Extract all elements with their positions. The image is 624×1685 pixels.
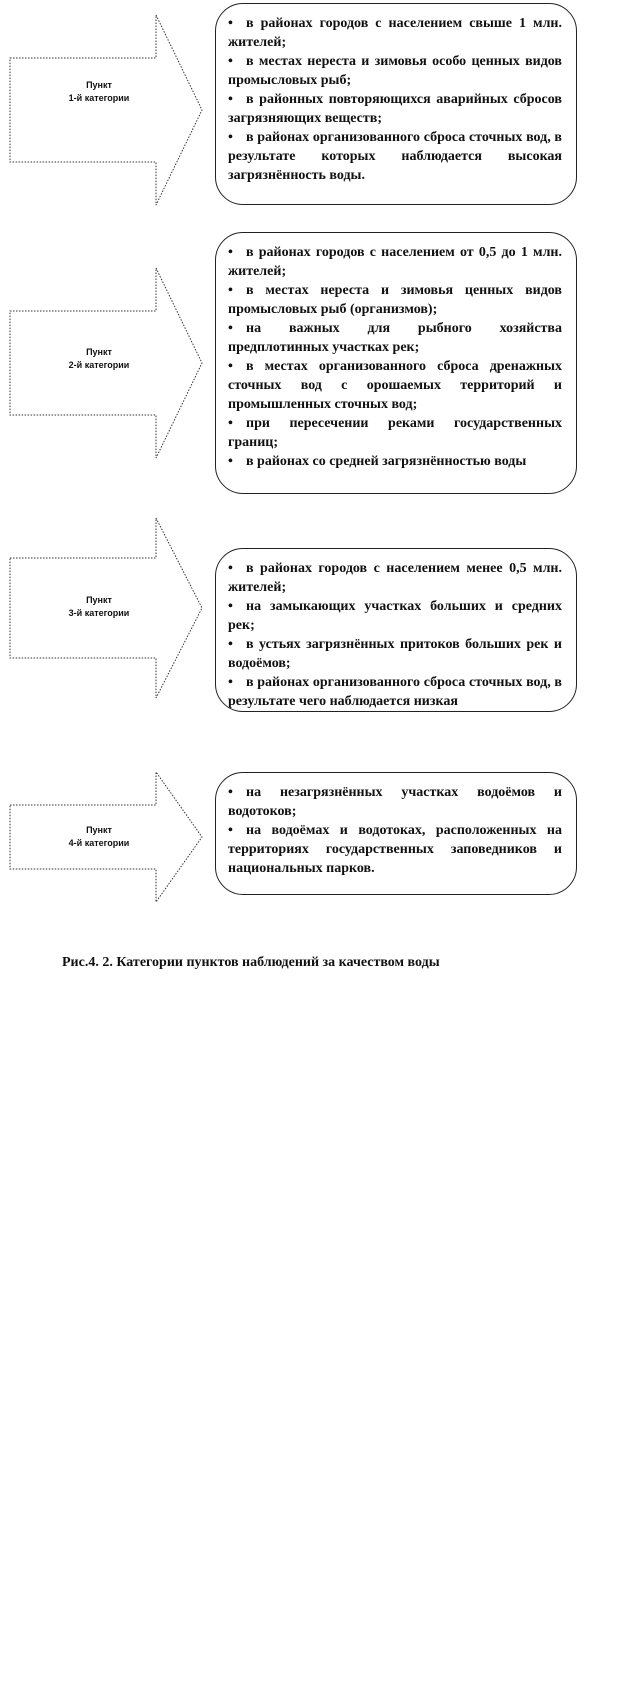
category-2-arrow [10, 268, 202, 458]
category-3-label: Пункт 3-й категории [68, 595, 130, 618]
category-4-arrow [10, 772, 202, 902]
category-2-label: Пункт 2-й категории [68, 347, 130, 370]
criteria-item: • в районных повторяющихся аварийных сбросов загрязняющих веществ; [228, 92, 562, 126]
arrow-shape [10, 15, 202, 205]
category-4-label: Пункт 4-й категории [68, 825, 130, 848]
criteria-item: • в местах организованного сброса дренажных сточных вод с орошаемых территорий и промышленных сточных вод; [228, 359, 562, 412]
criteria-item: • на незагрязнённых участках водоёмов и водотоков; [228, 785, 562, 819]
criteria-item: • в районах со средней загрязнённостью воды [228, 454, 527, 469]
criteria-item: • в районах городов с населением от 0,5 до 1 млн. жителей; [228, 245, 562, 279]
category-4-criteria-box [215, 772, 577, 895]
category-2-criteria-box [215, 232, 577, 494]
criteria-item: • в местах нереста и зимовья ценных видов промысловых рыб (организмов); [228, 283, 562, 317]
criteria-item: • на водоёмах и водотоках, расположенных на территориях государственных заповедников и национальных парков. [228, 823, 562, 876]
criteria-item: • на замыкающих участках больших и средних рек; [228, 599, 562, 633]
category-1-criteria-box [215, 3, 577, 205]
criteria-item: • в районах городов с населением менее 0,5 млн. жителей; [228, 561, 562, 595]
category-1-label: Пункт 1-й категории [68, 80, 130, 103]
figure-caption: Рис.4. 2. Категории пунктов наблюдений за качеством воды [62, 955, 440, 970]
criteria-item: • в районах организованного сброса сточных вод, в результате чего наблюдается низкая [228, 675, 562, 709]
category-3-arrow [10, 518, 202, 698]
criteria-item: • в устьях загрязнённых притоков больших рек и водоёмов; [228, 637, 562, 671]
criteria-item: • в местах нереста и зимовья особо ценных видов промысловых рыб; [228, 54, 562, 88]
criteria-item: • в районах организованного сброса сточных вод, в результате которых наблюдается высокая загрязнённость воды. [228, 130, 562, 183]
criteria-item: • при пересечении реками государственных границ; [228, 416, 562, 450]
criteria-item: • на важных для рыбного хозяйства предплотинных участках рек; [228, 321, 562, 355]
criteria-item: • в районах городов с населением свыше 1 млн. жителей; [228, 16, 562, 50]
category-1-arrow [10, 15, 202, 205]
category-3-criteria-box [215, 548, 577, 712]
